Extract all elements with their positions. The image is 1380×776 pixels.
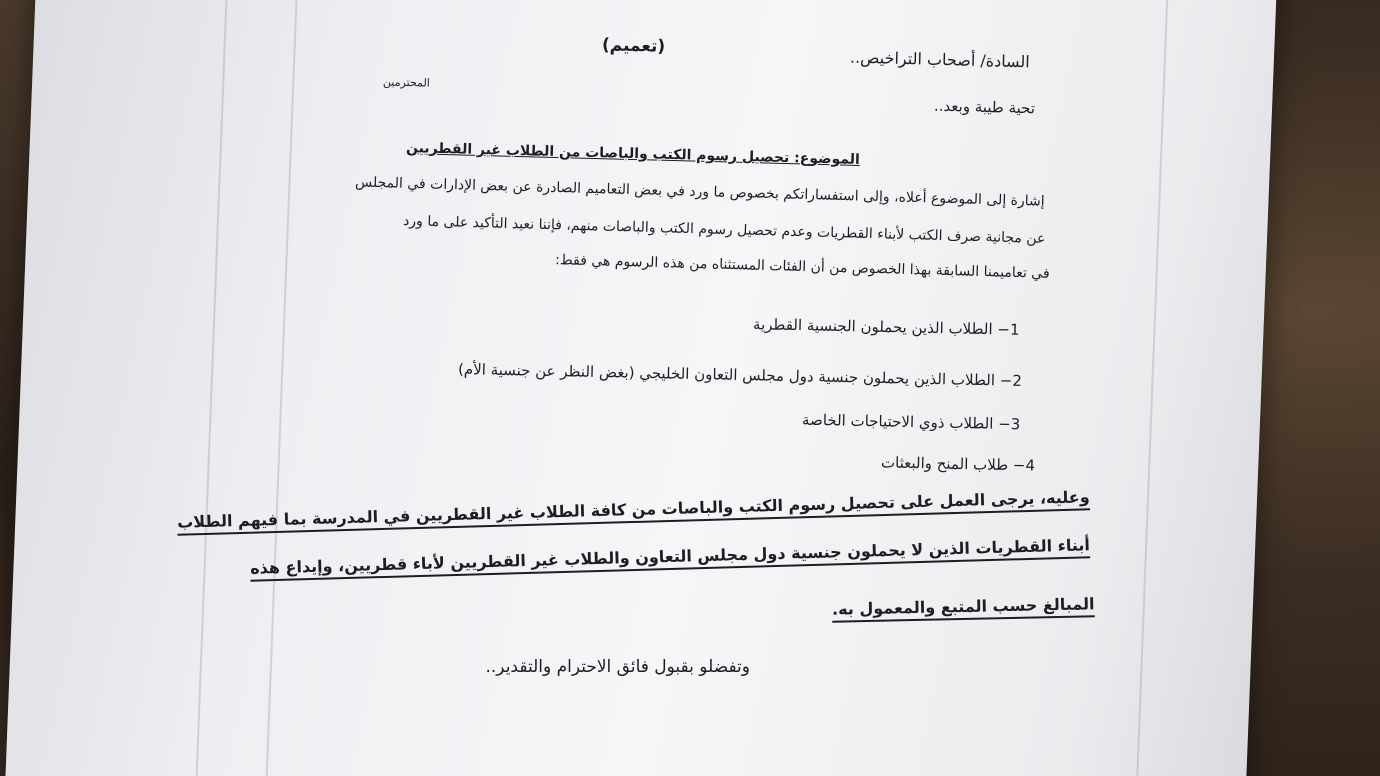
- intro-line: في تعاميمنا السابقة بهذا الخصوص من أن الفئات المستثناه من هذه الرسوم هي فقط:: [555, 252, 1051, 282]
- directive-line: المبالغ حسب المتبع والمعمول به.: [832, 594, 1096, 619]
- exempt-category-item: 1− الطلاب الذين يحملون الجنسية القطرية: [753, 315, 1021, 339]
- intro-line: عن مجانية صرف الكتب لأبناء القطريات وعدم تحصيل رسوم الكتب والباصات منهم، فإننا نعيد التأكيد على ما ورد: [402, 213, 1046, 247]
- intro-line: إشارة إلى الموضوع أعلاه، وإلى استفساراتكم بخصوص ما ورد في بعض التعاميم الصادرة عن بعض الإدارات في المجلس: [355, 174, 1046, 210]
- directive-line: أبناء القطريات الذين لا يحملون جنسية دول مجلس التعاون والطلاب غير القطريين لأباء قطريين، وإيداع هذه: [249, 535, 1091, 578]
- exempt-category-item: 4− طلاب المنح والبعثات: [880, 453, 1036, 475]
- subject-line: الموضوع: تحصيل رسوم الكتب والباصات من الطلاب غير القطريين: [405, 140, 861, 168]
- exempt-category-item: 2− الطلاب الذين يحملون جنسية دول مجلس التعاون الخليجي (بغض النظر عن جنسية الأم): [457, 360, 1023, 390]
- exempt-category-item: 3− الطلاب ذوي الاحتياجات الخاصة: [801, 410, 1021, 434]
- addressee: السادة/ أصحاب التراخيص..: [850, 47, 1031, 72]
- circular-label: (تعميم): [601, 35, 666, 57]
- directive-line: وعليه، يرجى العمل على تحصيل رسوم الكتب والباصات من كافة الطلاب غير القطريين في المدرسة بما فيهم الطلاب: [177, 487, 1091, 532]
- honorific: المحترمين: [382, 75, 431, 90]
- closing: وتفضلو بقبول فائق الاحترام والتقدير..: [485, 657, 750, 677]
- greeting: تحية طيبة وبعد..: [933, 96, 1036, 118]
